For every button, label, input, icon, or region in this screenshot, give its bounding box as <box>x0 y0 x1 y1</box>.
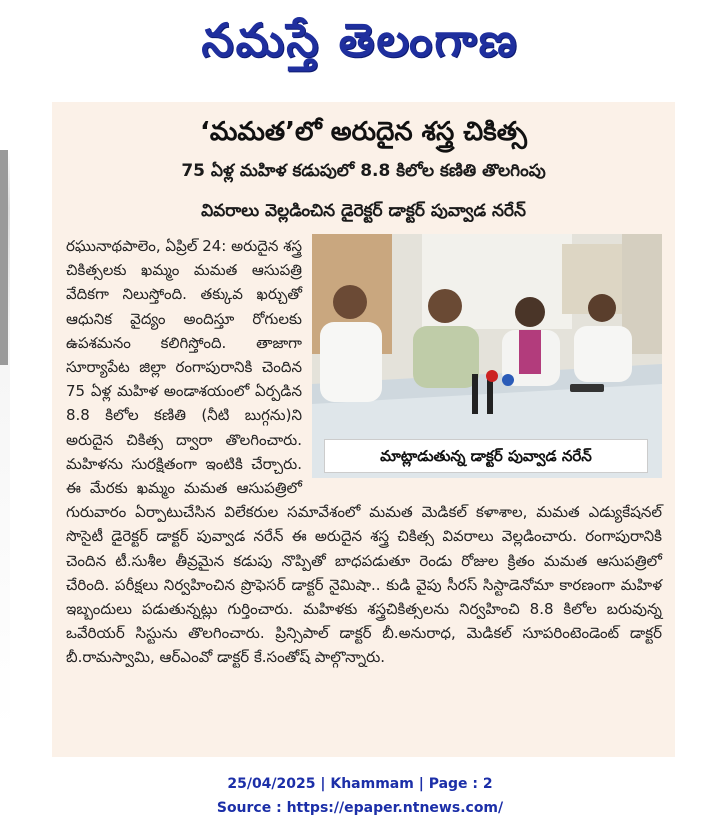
newspaper-masthead: నమస్తే తెలంగాణ <box>201 13 519 67</box>
edition-date-page: 25/04/2025 | Khammam | Page : 2 <box>227 776 493 792</box>
article-body-text: రఘునాథపాలెం, ఏప్రిల్ 24: అరుదైన శస్త్ర చికిత్సలకు ఖమ్మం మమత ఆసుపత్రి వేదికగా నిలుస్తోంది. తక్కువ ఖర్చుతో ఆధునిక వైద్యం అందిస్తూ రోగులకు ఉపశమనం కలిగిస్తోంది. తాజాగా సూర్యాపేట జిల్లా రంగాపురానికి చెందిన 75 ఏళ్ల మహిళ అండాశయంలో ఏర్పడిన 8.8 కిలోల కణితి (నీటి బుగ్గను)ని అరుదైన చికిత్స ద్వారా తొలగించారు. మహిళను సురక్షితంగా ఇంటికి చేర్చారు. ఈ మేరకు ఖమ్మం మమత ఆసుపత్రిలో గురువారం ఏర్పాటుచేసిన విలేకరుల సమావేశంలో మమత మెడికల్ కళాశాల, మమత ఎడ్యుకేషనల్ సొసైటీ డైరెక్టర్ డాక్టర్ పువ్వాడ నరేన్ ఈ అరుదైన శస్త్ర చికిత్స వివరాలు వెల్లడించారు. రంగాపురానికి చెందిన టీ.సుశీల తీవ్రమైన కడుపు నొప్పితో బాధపడుతూ రెండు రోజుల క్రితం మమత ఆసుపత్రిలో చేరింది. పరీక్షలు నిర్వహించిన ప్రొఫెసర్ డాక్టర్ నైమిషా.. కుడి వైపు సీరస్ సిస్టాడెనోమా కారణంగా మహిళ ఇబ్బందులు పడుతున్నట్లు గుర్తించారు. మహిళకు శస్త్రచికిత్సలను నిర్వహించి 8.8 కిలోల బరువున్న ఒవేరియర్ సిస్టును తొలగించారు. ప్రిన్సిపాల్ డాక్టర్ బీ.అనురాధ, మెడికల్ సూపరింటెండెంట్ డాక్టర్ బీ.రామస్వామి, ఆర్ఎంవో డాక్టర్ కే.సంతోష్ పాల్గొన్నారు. <box>66 237 662 667</box>
source-link[interactable]: Source : https://epaper.ntnews.com/ <box>216 800 504 816</box>
article-subheadline-2: వివరాలు వెల్లడించిన డైరెక్టర్ డాక్టర్ పువ్వాడ నరేన్ <box>201 201 526 221</box>
article-headline: ‘మమత’లో అరుదైన శస్త్ర చికిత్స <box>199 117 527 147</box>
photo-caption: మాట్లాడుతున్న డాక్టర్ పువ్వాడ నరేన్ <box>324 439 648 473</box>
article-subheadline-1: 75 ఏళ్ల మహిళ కడుపులో 8.8 కిలోల కణితి తొలగింపు <box>181 161 546 181</box>
article-body-column <box>66 234 662 670</box>
news-article <box>52 102 675 757</box>
article-photo-box <box>312 234 662 478</box>
adjacent-photo-edge <box>0 150 8 365</box>
